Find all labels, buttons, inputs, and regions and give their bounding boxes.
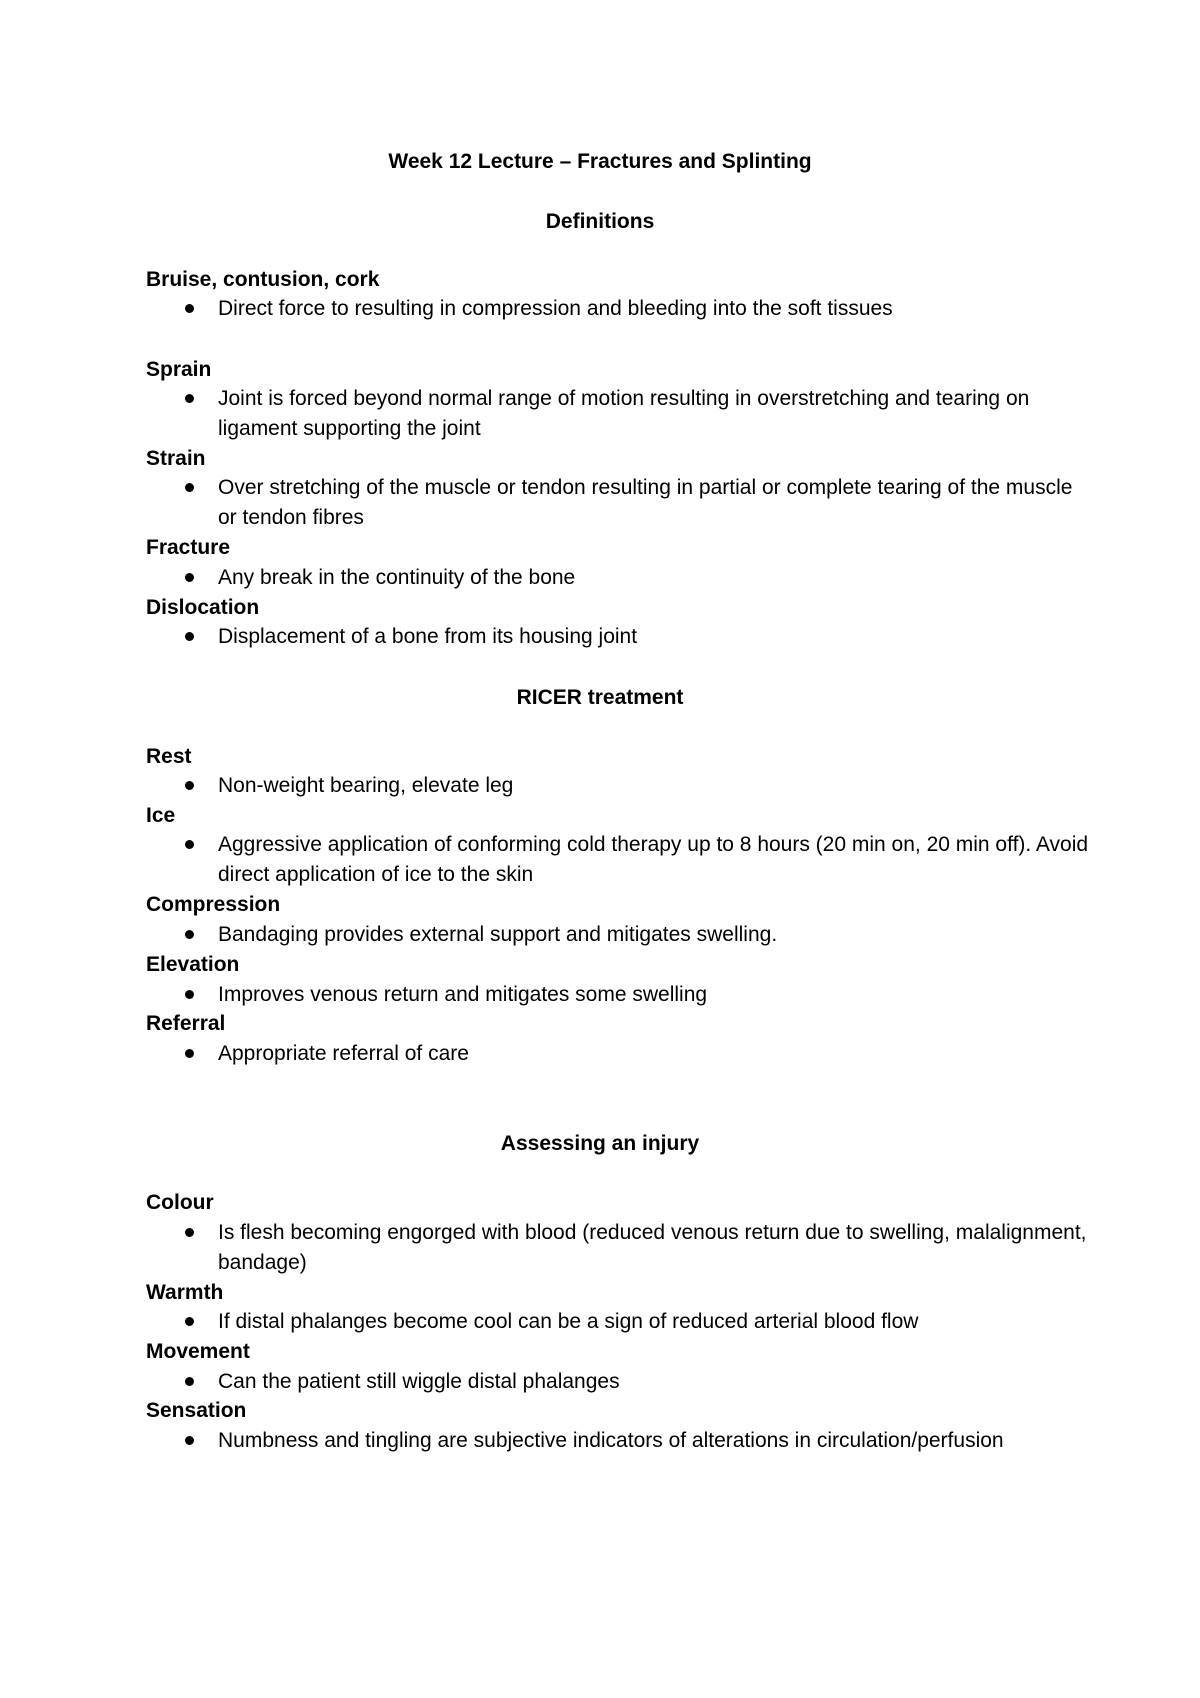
term-bruise: Bruise, contusion, cork (146, 268, 380, 291)
bullet-text: Aggressive application of conforming cold therapy up to 8 hours (20 min on, 20 min off). Avoid direct application of ice to the skin (218, 833, 1089, 886)
bullet-text: Joint is forced beyond normal range of motion resulting in overstretching and tearing on ligament supporting the joint (218, 387, 1030, 440)
bullet-icon (180, 920, 218, 950)
bullet-icon (180, 473, 218, 532)
bullet-icon (180, 1367, 218, 1397)
bullet-text: Can the patient still wiggle distal phalanges (218, 1370, 620, 1393)
bullet-item (180, 771, 1090, 801)
section-heading-ricer: RICER treatment (516, 686, 684, 709)
bullet-icon (180, 1426, 218, 1456)
bullet-text: Appropriate referral of care (218, 1042, 469, 1065)
page-title: Week 12 Lecture – Fractures and Splinting (388, 150, 812, 173)
bullet-text: Bandaging provides external support and mitigates swelling. (218, 923, 778, 946)
bullet-item (180, 920, 1090, 950)
bullet-icon (180, 563, 218, 593)
bullet-icon (180, 980, 218, 1010)
term-sensation: Sensation (146, 1399, 247, 1422)
bullet-item (180, 1426, 1090, 1456)
bullet-text: Non-weight bearing, elevate leg (218, 774, 514, 797)
term-warmth: Warmth (146, 1281, 224, 1304)
bullet-item (180, 622, 1090, 652)
bullet-text: If distal phalanges become cool can be a sign of reduced arterial blood flow (218, 1310, 919, 1333)
bullet-text: Numbness and tingling are subjective indicators of alterations in circulation/perfusion (218, 1429, 1004, 1452)
bullet-item (180, 980, 1090, 1010)
bullet-icon (180, 384, 218, 443)
term-sprain: Sprain (146, 358, 212, 381)
bullet-item (180, 1367, 1090, 1397)
bullet-item (180, 1039, 1090, 1069)
bullet-text: Displacement of a bone from its housing joint (218, 625, 638, 648)
term-compression: Compression (146, 893, 281, 916)
bullet-text: Any break in the continuity of the bone (218, 566, 576, 589)
term-ice: Ice (146, 804, 176, 827)
bullet-item (180, 830, 1090, 889)
term-fracture: Fracture (146, 536, 231, 559)
bullet-item (180, 1307, 1090, 1337)
bullet-text: Over stretching of the muscle or tendon resulting in partial or complete tearing of the muscle or tendon fibres (218, 476, 1073, 529)
bullet-text: Direct force to resulting in compression and bleeding into the soft tissues (218, 297, 893, 320)
term-rest: Rest (146, 745, 192, 768)
bullet-icon (180, 294, 218, 324)
bullet-item (180, 384, 1090, 443)
bullet-icon (180, 1307, 218, 1337)
bullet-item (180, 1218, 1090, 1277)
section-heading-definitions: Definitions (545, 210, 655, 233)
section-heading-assessing: Assessing an injury (500, 1132, 700, 1155)
bullet-icon (180, 830, 218, 889)
term-dislocation: Dislocation (146, 596, 260, 619)
bullet-item (180, 473, 1090, 532)
bullet-item (180, 563, 1090, 593)
term-colour: Colour (146, 1191, 214, 1214)
term-elevation: Elevation (146, 953, 240, 976)
bullet-item (180, 294, 1090, 324)
term-strain: Strain (146, 447, 206, 470)
bullet-icon (180, 622, 218, 652)
term-movement: Movement (146, 1340, 250, 1363)
bullet-icon (180, 1218, 218, 1277)
term-referral: Referral (146, 1012, 226, 1035)
bullet-icon (180, 1039, 218, 1069)
bullet-icon (180, 771, 218, 801)
bullet-text: Is flesh becoming engorged with blood (reduced venous return due to swelling, malalignment, bandage) (218, 1221, 1087, 1274)
bullet-text: Improves venous return and mitigates some swelling (218, 983, 708, 1006)
